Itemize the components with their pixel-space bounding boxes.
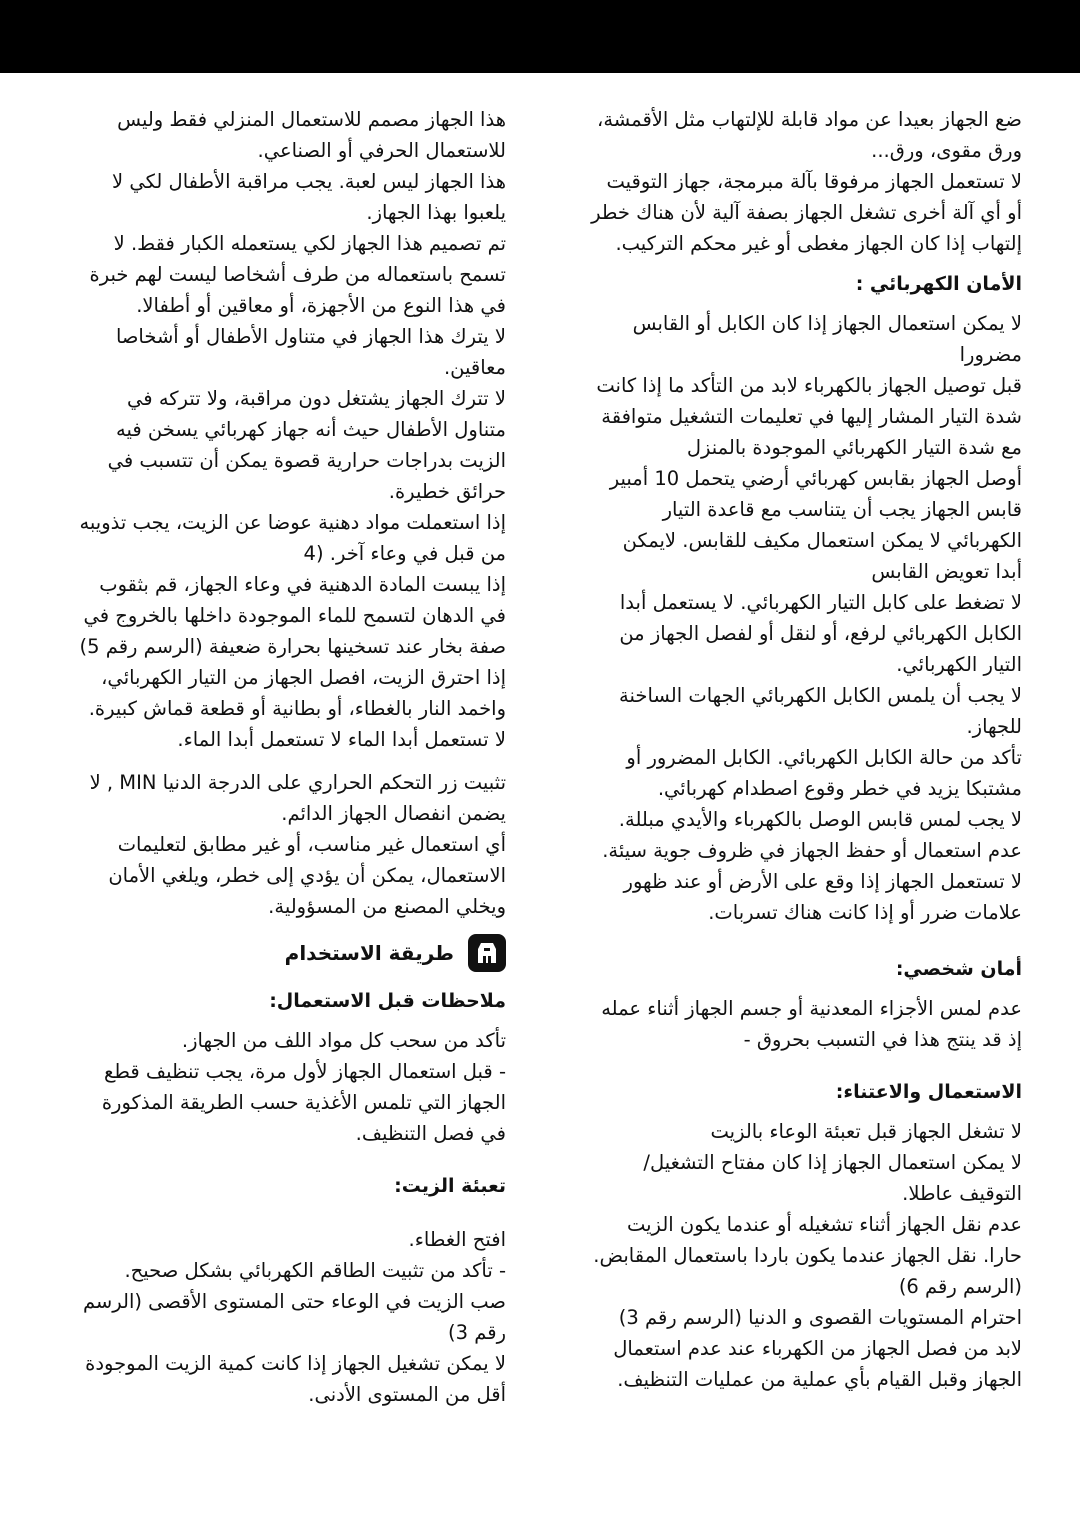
electrical-item: لا يجب أن يلمس الكابل الكهربائي الجهات الساخنة للجهاز. bbox=[619, 684, 1022, 738]
oil-item: صب الزيت في الوعاء حتى المستوى الأقصى (الرسم رقم 3) bbox=[82, 1290, 506, 1344]
warning-item: إذا يبست المادة الدهنية في وعاء الجهاز، قم بثقوب في الدهان لتسمح للماء الموجودة داخلها بالخروج في صفة بخار عند تسخينها بحرارة ضعيفة (الرسم رقم 5) bbox=[79, 573, 506, 658]
electrical-item: قابس الجهاز يجب أن يتناسب مع قاعدة التيار الكهربائي لا يمكن استعمال مكيف للقابس. لايمكن أبدا تعويض القابس bbox=[622, 498, 1022, 583]
warning-item: إذا استعملت مواد دهنية عوضا عن الزيت، يجب تذويبه من قبل في وعاء آخر. (4 bbox=[79, 511, 506, 565]
oil-heading: تعبئة الزيت: bbox=[394, 1175, 506, 1197]
timer-warning: لا تستعمل الجهاز مرفوقا بآلة مبرمجة، جهاز التوقيت أو أي آلة أخرى تشغل الجهاز بصفة آلية لأن هناك خطر إلتهاب إذا كان الجهاز مغطى أو غير محكم التركيب. bbox=[591, 170, 1022, 255]
electrical-item: قبل توصيل الجهاز بالكهرباء لابد من التأكد ما إذا كانت شدة التيار المشار إليها في تعليمات التشغيل متوافقة مع شدة التيار الكهربائي الموجودة بالمنزل bbox=[596, 374, 1022, 459]
electrical-item: عدم استعمال أو حفظ الجهاز في ظروف جوية سيئة. bbox=[602, 839, 1022, 862]
electrical-item: لا تستعمل الجهاز إذا وقع على الأرض أو عند ظهور علامات ضرر أو إذا كانت هناك تسربات. bbox=[623, 870, 1022, 924]
use-care-item: احترام المستويات القصوى و الدنيا (الرسم رقم 3) bbox=[618, 1306, 1022, 1329]
usage-title: طريقة الاستخدام bbox=[284, 940, 454, 965]
oil-item: لا يمكن تشغيل الجهاز إذا كانت كمية الزيت الموجودة أقل من المستوى الأدنى. bbox=[85, 1352, 506, 1406]
left-column bbox=[74, 104, 506, 1410]
personal-safety-heading: أمان شخصي: bbox=[895, 958, 1022, 980]
electrical-item: لا تضغط على كابل التيار الكهربائي. لا يستعمل أبدا الكابل الكهربائي لرفع، أو لنقل أو لفصل الجهاز من التيار الكهربائي. bbox=[619, 591, 1022, 676]
oil-item: - تأكد من تثبيت الطاقم الكهربائي بشكل صحيح. bbox=[124, 1259, 506, 1282]
use-care-item: لا يمكن استعمال الجهاز إذا كان مفتاح التشغيل/التوقيف عاطلا. bbox=[643, 1151, 1022, 1205]
notes-item: - قبل استعمال الجهاز لأول مرة، يجب تنظيف قطع الجهاز التي تلمس الأغذية حسب الطريقة المذكورة في فصل التنظيف. bbox=[101, 1060, 506, 1145]
electrical-item: أوصل الجهاز بقابس كهربائي أرضي يتحمل 10 أمبير bbox=[609, 467, 1022, 490]
use-care-item: عدم نقل الجهاز أثناء تشغيله أو عندما يكون الزيت حارا. نقل الجهاز عندما يكون باردا باستعمال المقابض. (الرسم رقم 6) bbox=[593, 1213, 1022, 1298]
right-column bbox=[590, 104, 1022, 1395]
use-care-heading: الاستعمال والاعتناء: bbox=[835, 1081, 1022, 1103]
electrical-item: لا يجب لمس قابس الوصل بالكهرباء والأيدي مبللة. bbox=[618, 808, 1022, 831]
electrical-safety-heading: الأمان الكهربائي : bbox=[855, 273, 1022, 295]
warning-item: هذا الجهاز ليس لعبة. يجب مراقبة الأطفال لكي لا يلعبوا بهذا الجهاز. bbox=[112, 170, 506, 224]
warning-item: تثبيت زر التحكم الحراري على الدرجة الدنيا MIN , لا يضمن انفصال الجهاز الدائم. bbox=[89, 771, 506, 825]
notes-heading: ملاحظات قبل الاستعمال: bbox=[269, 990, 506, 1012]
use-care-item: لا تشغل الجهاز قبل تعبئة الوعاء بالزيت bbox=[710, 1120, 1022, 1143]
notes-item: تأكد من سحب كل مواد اللف من الجهاز. bbox=[181, 1029, 506, 1052]
warning-item: لا تترك الجهاز يشتغل دون مراقبة، ولا تتركه في متناول الأطفال حيث أنه جهاز كهربائي يسخن فيه الزيت بدراجات حرارية قصوة يمكن أن تتسبب في حرائق خطيرة. bbox=[107, 387, 506, 503]
use-care-item: لابد من فصل الجهاز من الكهرباء عند عدم استعمال الجهاز وقبل القيام بأي عملية من عمليات التنظيف. bbox=[613, 1337, 1022, 1391]
personal-safety-text: عدم لمس الأجزاء المعدنية أو جسم الجهاز أثناء عمله إذ قد ينتج هذا في التسبب بحروق - bbox=[601, 997, 1022, 1051]
top-black-bar bbox=[0, 0, 1080, 73]
usage-section-title bbox=[74, 934, 506, 972]
warning-item: تم تصميم هذا الجهاز لكي يستعمله الكبار فقط. لا تسمح باستعماله من طرف أشخاصا ليست لهم خبرة في هذا النوع من الأجهزة، أو معاقين أو أطفالا. bbox=[89, 232, 506, 317]
electrical-item: تأكد من حالة الكابل الكهربائي. الكابل المضرور أو مشتبكا يزيد في خطر وقوع اصطدام كهربائي. bbox=[626, 746, 1022, 800]
warning-item: أي استعمال غير مناسب، أو غير مطابق لتعليمات الاستعمال، يمكن أن يؤدي إلى خطر، ويلغي الأمان ويخلي المصنع من المسؤولية. bbox=[108, 833, 506, 918]
warning-item: لا يترك هذا الجهاز في متناول الأطفال أو أشخاصا معاقين. bbox=[115, 325, 506, 379]
warning-item: هذا الجهاز مصمم للاستعمال المنزلي فقط وليس للاستعمال الحرفي أو الصناعي. bbox=[117, 108, 506, 162]
warning-item: إذا احترق الزيت، افصل الجهاز من التيار الكهربائي، واخمد النار بالغطاء، أو بطانية أو قطعة قماش كبيرة. لا تستعمل أبدا الماء لا تستعمل أبدا الماء. bbox=[88, 666, 506, 751]
oil-item: افتح الغطاء. bbox=[408, 1228, 506, 1251]
intro-paragraph: ضع الجهاز بعيدا عن مواد قابلة للإلتهاب مثل الأقمشة، ورق مقوى، ورق... bbox=[597, 108, 1022, 162]
electrical-item: لا يمكن استعمال الجهاز إذا كان الكابل أو القابس مضرورا bbox=[632, 312, 1022, 366]
usage-instructions-icon bbox=[468, 934, 506, 972]
